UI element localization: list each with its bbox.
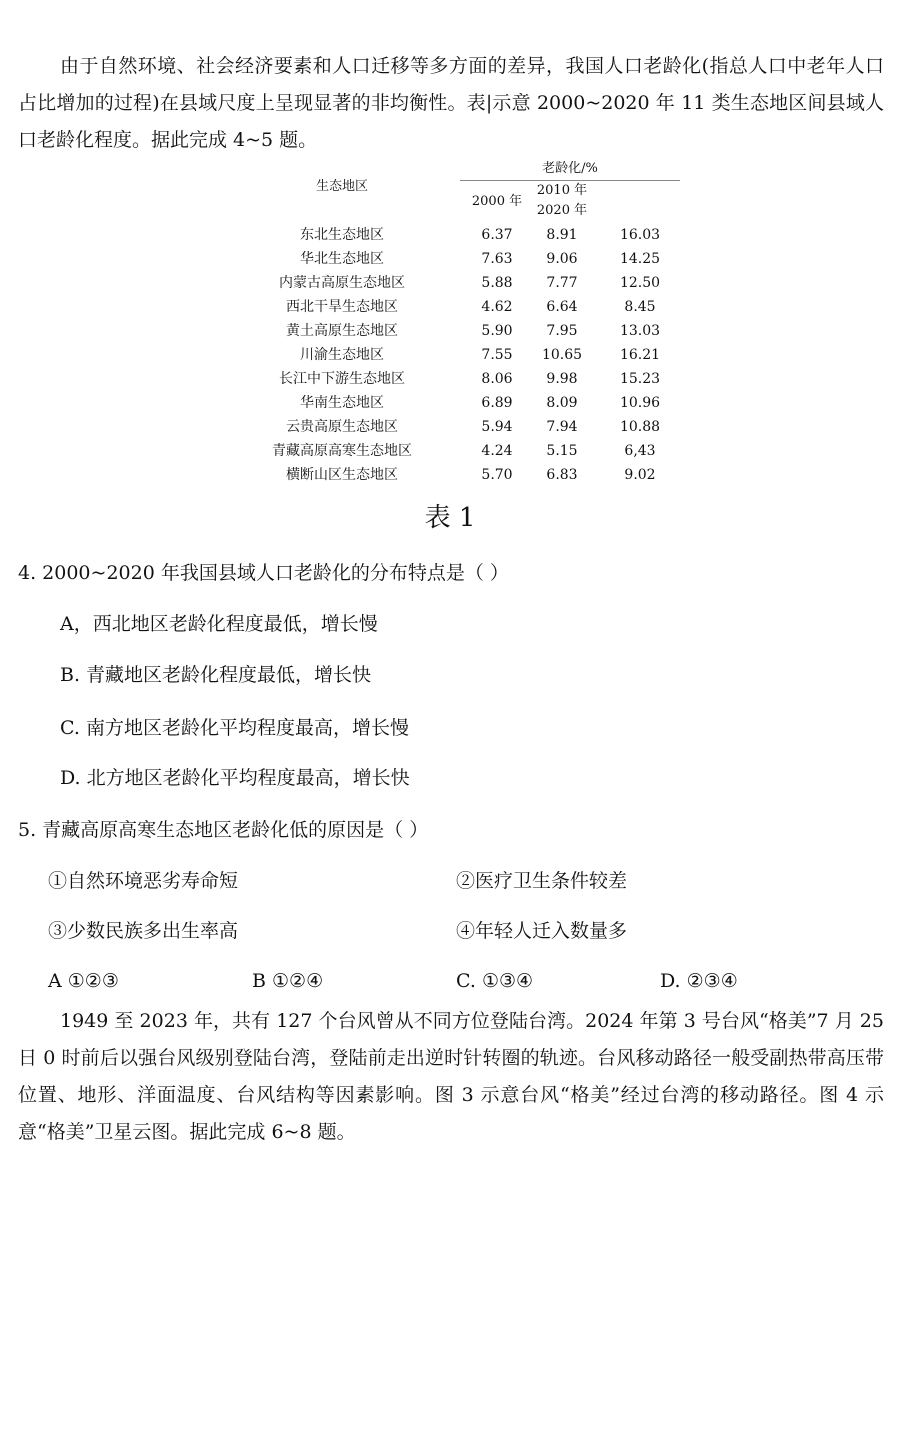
intro-paragraph-2 [18,1003,884,1151]
table-group-header: 老龄化/% [542,161,598,176]
table-row [260,271,690,295]
question-5-option-c: C. ①③④ [456,970,534,992]
table-cell-2010: 7.77 [546,275,578,291]
question-4-option-d: D. 北方地区老龄化平均程度最高，增长快 [60,767,410,789]
table-cell-2000: 7.55 [481,347,513,363]
table-cell-region: 川渝生态地区 [300,347,384,363]
table-cell-2020: 12.50 [619,275,661,291]
table-col-2010-2020 [530,181,594,221]
table-cell-2020: 9.02 [624,467,656,483]
table-cell-region: 黄土高原生态地区 [286,323,398,339]
intro-paragraph-1-text: 由于自然环境、社会经济要素和人口迁移等多方面的差异，我国人口老龄化(指总人口中老年人口占比增加的过程)在县域尺度上呈现显著的非均衡性。表|示意 2000~2020 年 11 类生态地区间县域人口老龄化程度。据此完成 4~5 题。 [18,55,884,151]
table-cell-2020: 10.88 [619,419,661,435]
table-cell-2000: 4.62 [481,299,513,315]
table-cell-2020: 6,43 [624,443,656,459]
table-cell-2020: 10.96 [619,395,661,411]
table-cell-2000: 5.70 [481,467,513,483]
question-5-statement-4: ④年轻人迁入数量多 [456,920,628,942]
question-4-option-b: B. 青藏地区老龄化程度最低，增长快 [60,664,372,686]
table-cell-2010: 7.94 [546,419,578,435]
table-cell-2010: 10.65 [541,347,583,363]
table-cell-2000: 5.94 [481,419,513,435]
table-row [260,391,690,415]
table-cell-region: 青藏高原高寒生态地区 [272,443,412,459]
table-row [260,319,690,343]
table-col-2000: 2000 年 [471,194,523,209]
table-cell-2020: 14.25 [619,251,661,267]
table-body [260,223,690,487]
table-cell-2010: 7.95 [546,323,578,339]
table-row [260,415,690,439]
table-cell-2020: 16.03 [619,227,661,243]
table-col-2010: 2010 年 [536,183,588,198]
question-5-statement-3: ③少数民族多出生率高 [48,920,239,942]
question-5-option-d: D. ②③④ [660,970,738,992]
intro-paragraph-2-text: 1949 至 2023 年，共有 127 个台风曾从不同方位登陆台湾。2024 年第 3 号台风“格美”7 月 25 日 0 时前后以强台风级别登陆台湾，登陆前走出逆时针转圈的轨迹。台风移动路径一般受副热带高压带位置、地形、洋面温度、台风结构等因素影响。图 3 示意台风“格美”经过台湾的移动路径。图 4 示意“格美”卫星云图。据此完成 6~8 题。 [18,1010,884,1143]
table-cell-region: 华南生态地区 [300,395,384,411]
table-row [260,463,690,487]
question-5-statement-2: ②医疗卫生条件较差 [456,870,628,892]
table-cell-2010: 8.09 [546,395,578,411]
table-cell-2000: 6.37 [481,227,513,243]
table-cell-2010: 9.98 [546,371,578,387]
table-cell-region: 东北生态地区 [300,227,384,243]
question-5-statement-1: ①自然环境恶劣寿命短 [48,870,239,892]
intro-paragraph-1 [18,48,884,159]
question-4-option-a: A，西北地区老龄化程度最低，增长慢 [60,613,378,635]
question-5-option-a: A ①②③ [48,970,119,992]
table-cell-2000: 6.89 [481,395,513,411]
table-cell-2010: 9.06 [546,251,578,267]
table-cell-2010: 6.83 [546,467,578,483]
question-4-stem: 4. 2000~2020 年我国县域人口老龄化的分布特点是（ ） [18,562,509,584]
table-cell-2020: 16.21 [619,347,661,363]
table-header [260,153,690,223]
table-row [260,295,690,319]
table-row [260,247,690,271]
table-row [260,439,690,463]
table-cell-region: 云贵高原生态地区 [286,419,398,435]
table-cell-2010: 5.15 [546,443,578,459]
table-cell-2000: 4.24 [481,443,513,459]
table-cell-2000: 5.88 [481,275,513,291]
table-cell-region: 横断山区生态地区 [286,467,398,483]
table-row [260,367,690,391]
table-cell-2010: 6.64 [546,299,578,315]
table-col-2020: 2020 年 [536,203,588,218]
question-5-option-b: B ①②④ [252,970,324,992]
table-cell-region: 长江中下游生态地区 [279,371,405,387]
question-4-option-c: C. 南方地区老龄化平均程度最高，增长慢 [60,717,409,739]
table-cell-2000: 5.90 [481,323,513,339]
table-cell-2010: 8.91 [546,227,578,243]
table-row [260,223,690,247]
table-row [260,343,690,367]
table-col-region: 生态地区 [315,179,368,194]
table-cell-2020: 15.23 [619,371,661,387]
table-cell-region: 西北干旱生态地区 [286,299,398,315]
table-cell-region: 内蒙古高原生态地区 [279,275,405,291]
question-5-stem: 5. 青藏高原高寒生态地区老龄化低的原因是（ ） [18,819,429,841]
aging-table [260,153,690,487]
table-cell-region: 华北生态地区 [300,251,384,267]
table-caption: 表 1 [424,503,476,533]
table-cell-2000: 7.63 [481,251,513,267]
table-cell-2000: 8.06 [481,371,513,387]
table-cell-2020: 13.03 [619,323,661,339]
table-cell-2020: 8.45 [624,299,656,315]
